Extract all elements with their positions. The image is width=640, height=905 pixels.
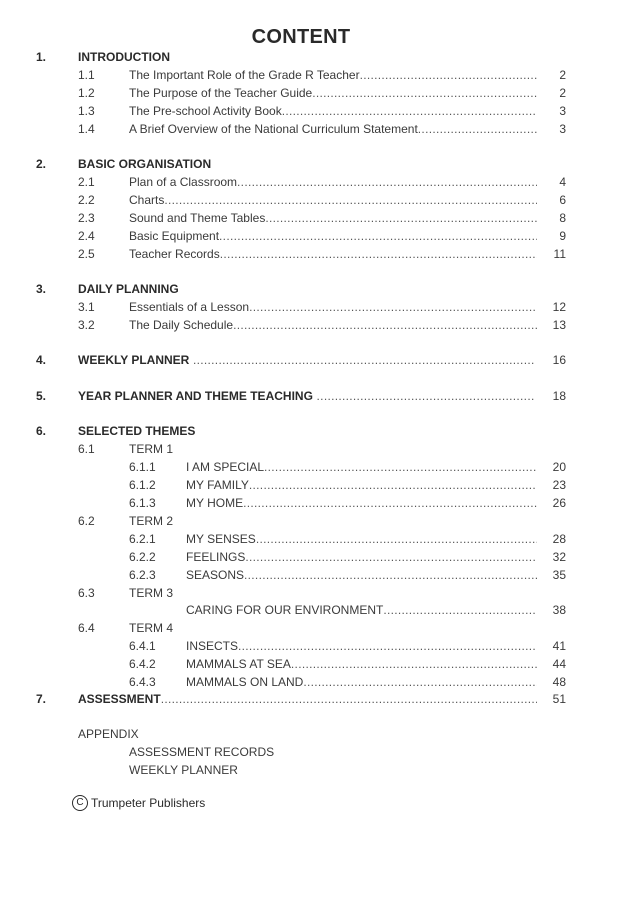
entry-title: The Purpose of the Teacher Guide <box>129 86 313 100</box>
entry-page: 11 <box>553 247 566 261</box>
entry-number: 3.1 <box>78 300 95 314</box>
entry-title: The Pre-school Activity Book <box>129 104 282 118</box>
entry-leader <box>186 601 537 619</box>
toc-entry <box>0 120 640 138</box>
entry-number: 1.3 <box>78 104 95 118</box>
entry-title: INSECTS <box>186 639 239 653</box>
entry-title: MY SENSES <box>186 532 256 546</box>
entry-number: 6.4.1 <box>129 639 156 653</box>
term-number: 6.2 <box>78 514 95 528</box>
term-title: TERM 4 <box>129 621 174 635</box>
section-title: INTRODUCTION <box>78 50 170 64</box>
entry-page: 4 <box>559 175 566 189</box>
section-title: ASSESSMENT <box>78 692 161 706</box>
entry-page: 44 <box>552 657 566 671</box>
entry-leader <box>186 673 537 691</box>
section-number: 7. <box>36 692 47 706</box>
toc-entry <box>0 245 640 263</box>
entry-leader <box>186 458 537 476</box>
entry-page: 26 <box>552 496 566 510</box>
section-number: 6. <box>36 424 47 438</box>
term-title: TERM 2 <box>129 514 174 528</box>
entry-number: 2.2 <box>78 193 95 207</box>
toc-section-heading <box>0 155 640 173</box>
toc-section-heading <box>0 280 640 298</box>
section-page: 18 <box>552 389 566 403</box>
entry-number: 2.5 <box>78 247 95 261</box>
entry-leader <box>129 84 537 102</box>
entry-page: 8 <box>559 211 566 225</box>
appendix-item-label: ASSESSMENT RECORDS <box>129 745 275 759</box>
section-leader <box>78 387 535 405</box>
term-title: TERM 1 <box>129 442 174 456</box>
entry-leader <box>129 245 537 263</box>
appendix-item-label: WEEKLY PLANNER <box>129 763 238 777</box>
entry-title: I AM SPECIAL <box>186 460 265 474</box>
entry-title: Sound and Theme Tables <box>129 211 266 225</box>
section-page: 16 <box>552 353 566 367</box>
copyright-icon: C <box>72 795 88 811</box>
entry-leader <box>129 209 537 227</box>
entry-page: 12 <box>552 300 566 314</box>
entry-title: MY FAMILY <box>186 478 249 492</box>
entry-title: Essentials of a Lesson <box>129 300 250 314</box>
entry-title: Charts <box>129 193 165 207</box>
entry-number: 6.1.3 <box>129 496 156 510</box>
toc-entry <box>0 566 640 584</box>
section-title: WEEKLY PLANNER <box>78 353 190 367</box>
toc-section-heading <box>0 690 640 708</box>
toc-entry <box>0 191 640 209</box>
toc-entry <box>0 637 640 655</box>
entry-page: 9 <box>559 229 566 243</box>
entry-page: 28 <box>552 532 566 546</box>
entry-number: 6.2.3 <box>129 568 156 582</box>
entry-page: 35 <box>552 568 566 582</box>
page-title: CONTENT <box>251 26 351 48</box>
section-number: 5. <box>36 389 47 403</box>
section-title: SELECTED THEMES <box>78 424 196 438</box>
entry-number: 6.2.1 <box>129 532 156 546</box>
entry-page: 13 <box>552 318 566 332</box>
toc-entry <box>0 458 640 476</box>
toc-term <box>0 440 640 458</box>
entry-number: 3.2 <box>78 318 95 332</box>
entry-leader <box>129 316 537 334</box>
term-number: 6.3 <box>78 586 95 600</box>
term-title: TERM 3 <box>129 586 174 600</box>
publisher-name: Trumpeter Publishers <box>91 796 206 810</box>
toc-entry <box>0 476 640 494</box>
entry-title: Teacher Records <box>129 247 220 261</box>
section-title: YEAR PLANNER AND THEME TEACHING <box>78 389 313 403</box>
entry-number: 1.4 <box>78 122 95 136</box>
entry-title: MY HOME <box>186 496 244 510</box>
entry-leader <box>129 102 537 120</box>
entry-leader <box>186 637 537 655</box>
toc-entry <box>0 316 640 334</box>
publisher-credit <box>72 795 205 811</box>
entry-page: 32 <box>552 550 566 564</box>
toc-entry <box>0 66 640 84</box>
section-number: 4. <box>36 353 47 367</box>
entry-title: FEELINGS <box>186 550 246 564</box>
section-number: 3. <box>36 282 47 296</box>
entry-number: 1.2 <box>78 86 95 100</box>
toc-section-heading <box>0 351 640 369</box>
toc-entry <box>0 84 640 102</box>
toc-term <box>0 619 640 637</box>
appendix-label: APPENDIX <box>78 727 139 741</box>
entry-leader <box>129 298 537 316</box>
entry-page: 48 <box>552 675 566 689</box>
entry-leader <box>186 548 537 566</box>
toc-entry <box>0 655 640 673</box>
appendix-heading <box>0 725 640 743</box>
toc-entry <box>0 673 640 691</box>
section-number: 1. <box>36 50 47 64</box>
entry-title: Basic Equipment <box>129 229 220 243</box>
entry-leader <box>186 494 537 512</box>
entry-page: 2 <box>559 86 566 100</box>
entry-title: Plan of a Classroom <box>129 175 238 189</box>
entry-leader <box>129 173 537 191</box>
toc-section-heading <box>0 48 640 66</box>
entry-page: 41 <box>552 639 566 653</box>
appendix-item <box>0 743 640 761</box>
entry-leader <box>186 476 537 494</box>
entry-number: 6.2.2 <box>129 550 156 564</box>
entry-number: 1.1 <box>78 68 95 82</box>
entry-page: 23 <box>552 478 566 492</box>
toc-entry <box>0 173 640 191</box>
entry-number: 6.4.2 <box>129 657 156 671</box>
entry-title: A Brief Overview of the National Curriculum Statement <box>129 122 418 136</box>
toc-term <box>0 512 640 530</box>
appendix-item <box>0 761 640 779</box>
section-page: 51 <box>552 692 566 706</box>
toc-section-heading <box>0 387 640 405</box>
entry-title: SEASONS <box>186 568 245 582</box>
entry-page: 3 <box>559 122 566 136</box>
entry-title: MAMMALS AT SEA <box>186 657 291 671</box>
entry-leader <box>186 655 537 673</box>
entry-page: 2 <box>559 68 566 82</box>
section-leader <box>78 690 537 708</box>
toc-entry <box>0 494 640 512</box>
entry-number: 6.4.3 <box>129 675 156 689</box>
entry-leader <box>186 566 537 584</box>
toc-entry <box>0 209 640 227</box>
toc-term <box>0 584 640 602</box>
entry-title: MAMMALS ON LAND <box>186 675 304 689</box>
entry-page: 38 <box>552 603 566 617</box>
toc-entry <box>0 601 640 619</box>
entry-leader <box>186 530 537 548</box>
section-number: 2. <box>36 157 47 171</box>
entry-title: CARING FOR OUR ENVIRONMENT <box>186 603 384 617</box>
entry-leader <box>129 227 537 245</box>
entry-page: 3 <box>559 104 566 118</box>
entry-page: 20 <box>552 460 566 474</box>
section-leader <box>78 351 535 369</box>
section-title: BASIC ORGANISATION <box>78 157 212 171</box>
entry-leader <box>129 120 537 138</box>
toc-entry <box>0 298 640 316</box>
toc-entry <box>0 530 640 548</box>
entry-number: 2.1 <box>78 175 95 189</box>
entry-number: 2.4 <box>78 229 95 243</box>
entry-page: 6 <box>559 193 566 207</box>
toc-entry <box>0 227 640 245</box>
entry-leader <box>129 66 537 84</box>
section-title: DAILY PLANNING <box>78 282 179 296</box>
entry-title: The Daily Schedule <box>129 318 234 332</box>
toc-entry <box>0 548 640 566</box>
entry-number: 6.1.1 <box>129 460 156 474</box>
entry-number: 2.3 <box>78 211 95 225</box>
term-number: 6.4 <box>78 621 95 635</box>
toc-entry <box>0 102 640 120</box>
entry-title: The Important Role of the Grade R Teacher <box>129 68 360 82</box>
entry-leader <box>129 191 537 209</box>
term-number: 6.1 <box>78 442 95 456</box>
toc-section-heading <box>0 422 640 440</box>
entry-number: 6.1.2 <box>129 478 156 492</box>
